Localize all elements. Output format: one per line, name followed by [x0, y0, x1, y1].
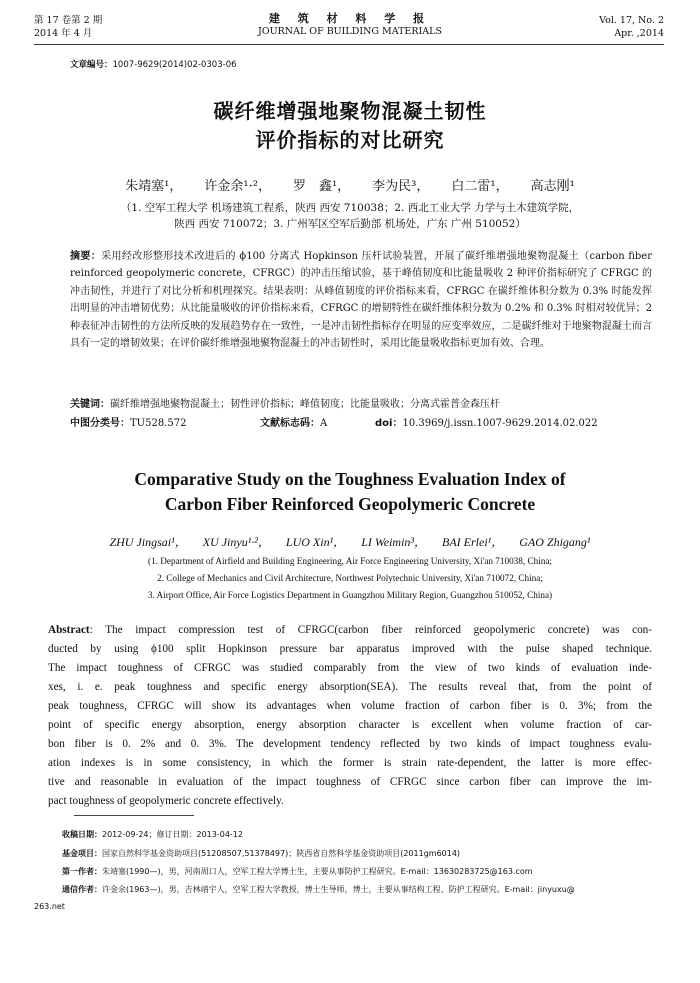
header-divider — [34, 44, 664, 45]
affiliation-en-1: (1. Department of Airfield and Building Engineering, Air Force Engineering University, Xi'an 710038, China; — [148, 556, 552, 566]
received-label: 收稿日期： — [62, 830, 102, 839]
journal-name-en: JOURNAL OF BUILDING MATERIALS — [258, 26, 442, 37]
author-cn: 李为民³， — [372, 179, 430, 194]
footnote-divider — [74, 815, 194, 816]
authors-en — [0, 533, 700, 550]
doi-value: 10.3969/j.issn.1007-9629.2014.02.022 — [402, 418, 598, 429]
author-cn: 朱靖塞¹， — [125, 179, 183, 194]
author-en: XU Jinyu¹·²， — [202, 535, 270, 549]
abstract-en-line: xes, i. e. peak toughness and specific energy absorption(SEA). The results reveal that, from the point of — [48, 681, 652, 693]
doi-label: doi： — [375, 418, 403, 429]
author-en: GAO Zhigang¹ — [519, 535, 591, 549]
abstract-en-label: Abstract — [48, 624, 90, 636]
abstract-cn — [70, 248, 652, 352]
author-en: LUO Xin¹， — [285, 535, 346, 549]
footnote-corresponding — [62, 884, 647, 895]
abstract-cn-label: 摘要： — [70, 251, 102, 262]
abstract-en-line: The impact toughness of CFRGC was studied comparably from the view of two kinds of evaluation inde- — [48, 662, 652, 674]
first-author-label: 第一作者： — [62, 867, 102, 876]
corresponding-value: 许金余(1963—)，男，吉林靖宇人，空军工程大学教授，博士生导师，博士，主要从事结构工程、防护工程研究。E-mail：jinyuxu@ — [102, 885, 575, 894]
footnote-first-author — [62, 866, 647, 877]
affiliation-cn-line-1: （1. 空军工程大学 机场建筑工程系，陕西 西安 710038；2. 西北工业大学 力学与土木建筑学院， — [120, 202, 580, 214]
clc-value: TU528.572 — [130, 418, 187, 429]
article-number — [70, 58, 237, 70]
doi — [375, 414, 598, 429]
abstract-cn-text: 采用经改形整形技术改进后的 ϕ100 分离式 Hopkinson 压杆试验装置，开展了碳纤维增强地聚物混凝土（carbon fiber reinforced geopolymeric concrete，CFRGC）的冲击压缩试验，基于峰值韧度和比能量吸收 2 种评价指标研究了 CFRGC 的冲击韧性，并进行了对比分析和机理探究。结果表明：从峰值韧度的评价指标来看，CFRGC 在碳纤维体积分数为 0.3% 时能发挥出明显的冲击增韧优势；从比能量吸收的评价指标来看，CFRGC 的增韧特性在碳纤维体积分数为 0.2% 和 0.3% 时相对较优异；2 种表征冲击韧性的方法所反映的发展趋势存在一致性，一是冲击韧性指标存在明显的应变率效应，二是碳纤维对于地聚物混凝土而言具有一定的增韧效果；在评价碳纤维增强地聚物混凝土的冲击韧性时，采用比能量吸收指标更加有效、合理。 — [70, 251, 653, 350]
fund-label: 基金项目： — [62, 849, 102, 858]
author-cn: 高志刚¹ — [530, 179, 575, 194]
first-author-value: 朱靖塞(1990—)，男，河南周口人，空军工程大学博士生，主要从事防护工程研究。E-mail：13630283725@163.com — [102, 867, 533, 876]
received-value: 2012-09-24；修订日期：2013-04-12 — [102, 830, 243, 839]
volume-issue-cn: 第 17 卷第 2 期 — [34, 15, 103, 26]
abstract-en-line: pact toughness of geopolymeric concrete effectively. — [48, 795, 284, 807]
title-cn-line-2: 评价指标的对比研究 — [255, 128, 445, 152]
footnote-fund — [62, 848, 647, 859]
title-en-line-1: Comparative Study on the Toughness Evaluation Index of — [134, 469, 566, 489]
title-en-line-2: Carbon Fiber Reinforced Geopolymeric Concrete — [164, 494, 536, 514]
footnote-received — [62, 829, 647, 840]
affiliation-cn-line-2: 陕西 西安 710072；3. 广州军区空军后勤部 机场处，广东 广州 510052） — [174, 218, 526, 230]
author-cn: 罗 鑫¹， — [292, 179, 351, 194]
affiliation-en-3: 3. Airport Office, Air Force Logistics Department in Guangzhou Military Region, Guangzhou 510052, China) — [147, 590, 553, 600]
author-en: LI Weimin³， — [361, 535, 427, 549]
keywords-cn-text: 碳纤维增强地聚物混凝土；韧性评价指标；峰值韧度；比能量吸收；分离式霍普金森压杆 — [110, 399, 500, 410]
clc-label: 中图分类号： — [70, 418, 130, 429]
author-cn: 白二雷¹， — [451, 179, 509, 194]
abstract-en-line: tive and reasonable in evaluation of the impact toughness of CFRGC since carbon fiber can improve the im- — [48, 776, 652, 788]
abstract-en-line: peak toughness, CFRGC will show its advantages when volume fraction of carbon fiber is 0. 3%; from the — [48, 700, 652, 712]
date-cn: 2014 年 4 月 — [34, 28, 93, 39]
author-en: ZHU Jingsai¹， — [109, 535, 187, 549]
author-cn: 许金余¹·²， — [204, 179, 271, 194]
keywords-cn-label: 关键词： — [70, 399, 110, 410]
corresponding-label: 通信作者： — [62, 885, 102, 894]
document-code — [260, 414, 327, 429]
abstract-en-text: : The impact compression test of CFRGC(carbon fiber reinforced geopolymeric concrete) was con- — [89, 624, 652, 636]
authors-cn — [0, 175, 700, 194]
doc-code-label: 文献标志码： — [260, 418, 320, 429]
abstract-en-line: ation indexes is in some consistency, in which the former is strain rate-dependent, the latter is more effec- — [48, 757, 652, 769]
classification-row — [70, 414, 652, 429]
volume-issue-en: Vol. 17, No. 2 — [599, 15, 664, 26]
article-number-label: 文章编号： — [70, 60, 113, 70]
doc-code-value: A — [320, 418, 328, 429]
abstract-en-line — [48, 624, 652, 636]
fund-value: 国家自然科学基金资助项目(51208507,51378497)；陕西省自然科学基金资助项目(2011gm6014) — [102, 849, 461, 858]
footnote-corresponding-cont: 263.net — [34, 902, 65, 911]
abstract-en-line: ducted by using ϕ100 split Hopkinson pressure bar apparatus improved with the pulse shaped technique. — [48, 643, 652, 655]
date-en: Apr. ,2014 — [614, 28, 664, 39]
clc-number — [70, 418, 186, 429]
article-number-value: 1007-9629(2014)02-0303-06 — [112, 60, 237, 70]
author-en: BAI Erlei¹， — [442, 535, 504, 549]
title-cn-line-1: 碳纤维增强地聚物混凝土韧性 — [213, 99, 487, 123]
running-header-journal — [0, 12, 700, 38]
running-header-right — [599, 14, 664, 40]
keywords-cn — [70, 396, 652, 413]
abstract-en-line: bon fiber is 0. 2% and 0. 3%. The development tendency reflected by two kinds of impact toughness evalu- — [48, 738, 652, 750]
abstract-en-line: point of specific energy absorption, energy absorption character is excellent when volume fraction of car- — [48, 719, 652, 731]
journal-name-cn: 建 筑 材 料 学 报 — [268, 12, 432, 25]
affiliation-en-2: 2. College of Mechanics and Civil Architecture, Northwest Polytechnic University, Xi'an 710072, China; — [157, 573, 543, 583]
